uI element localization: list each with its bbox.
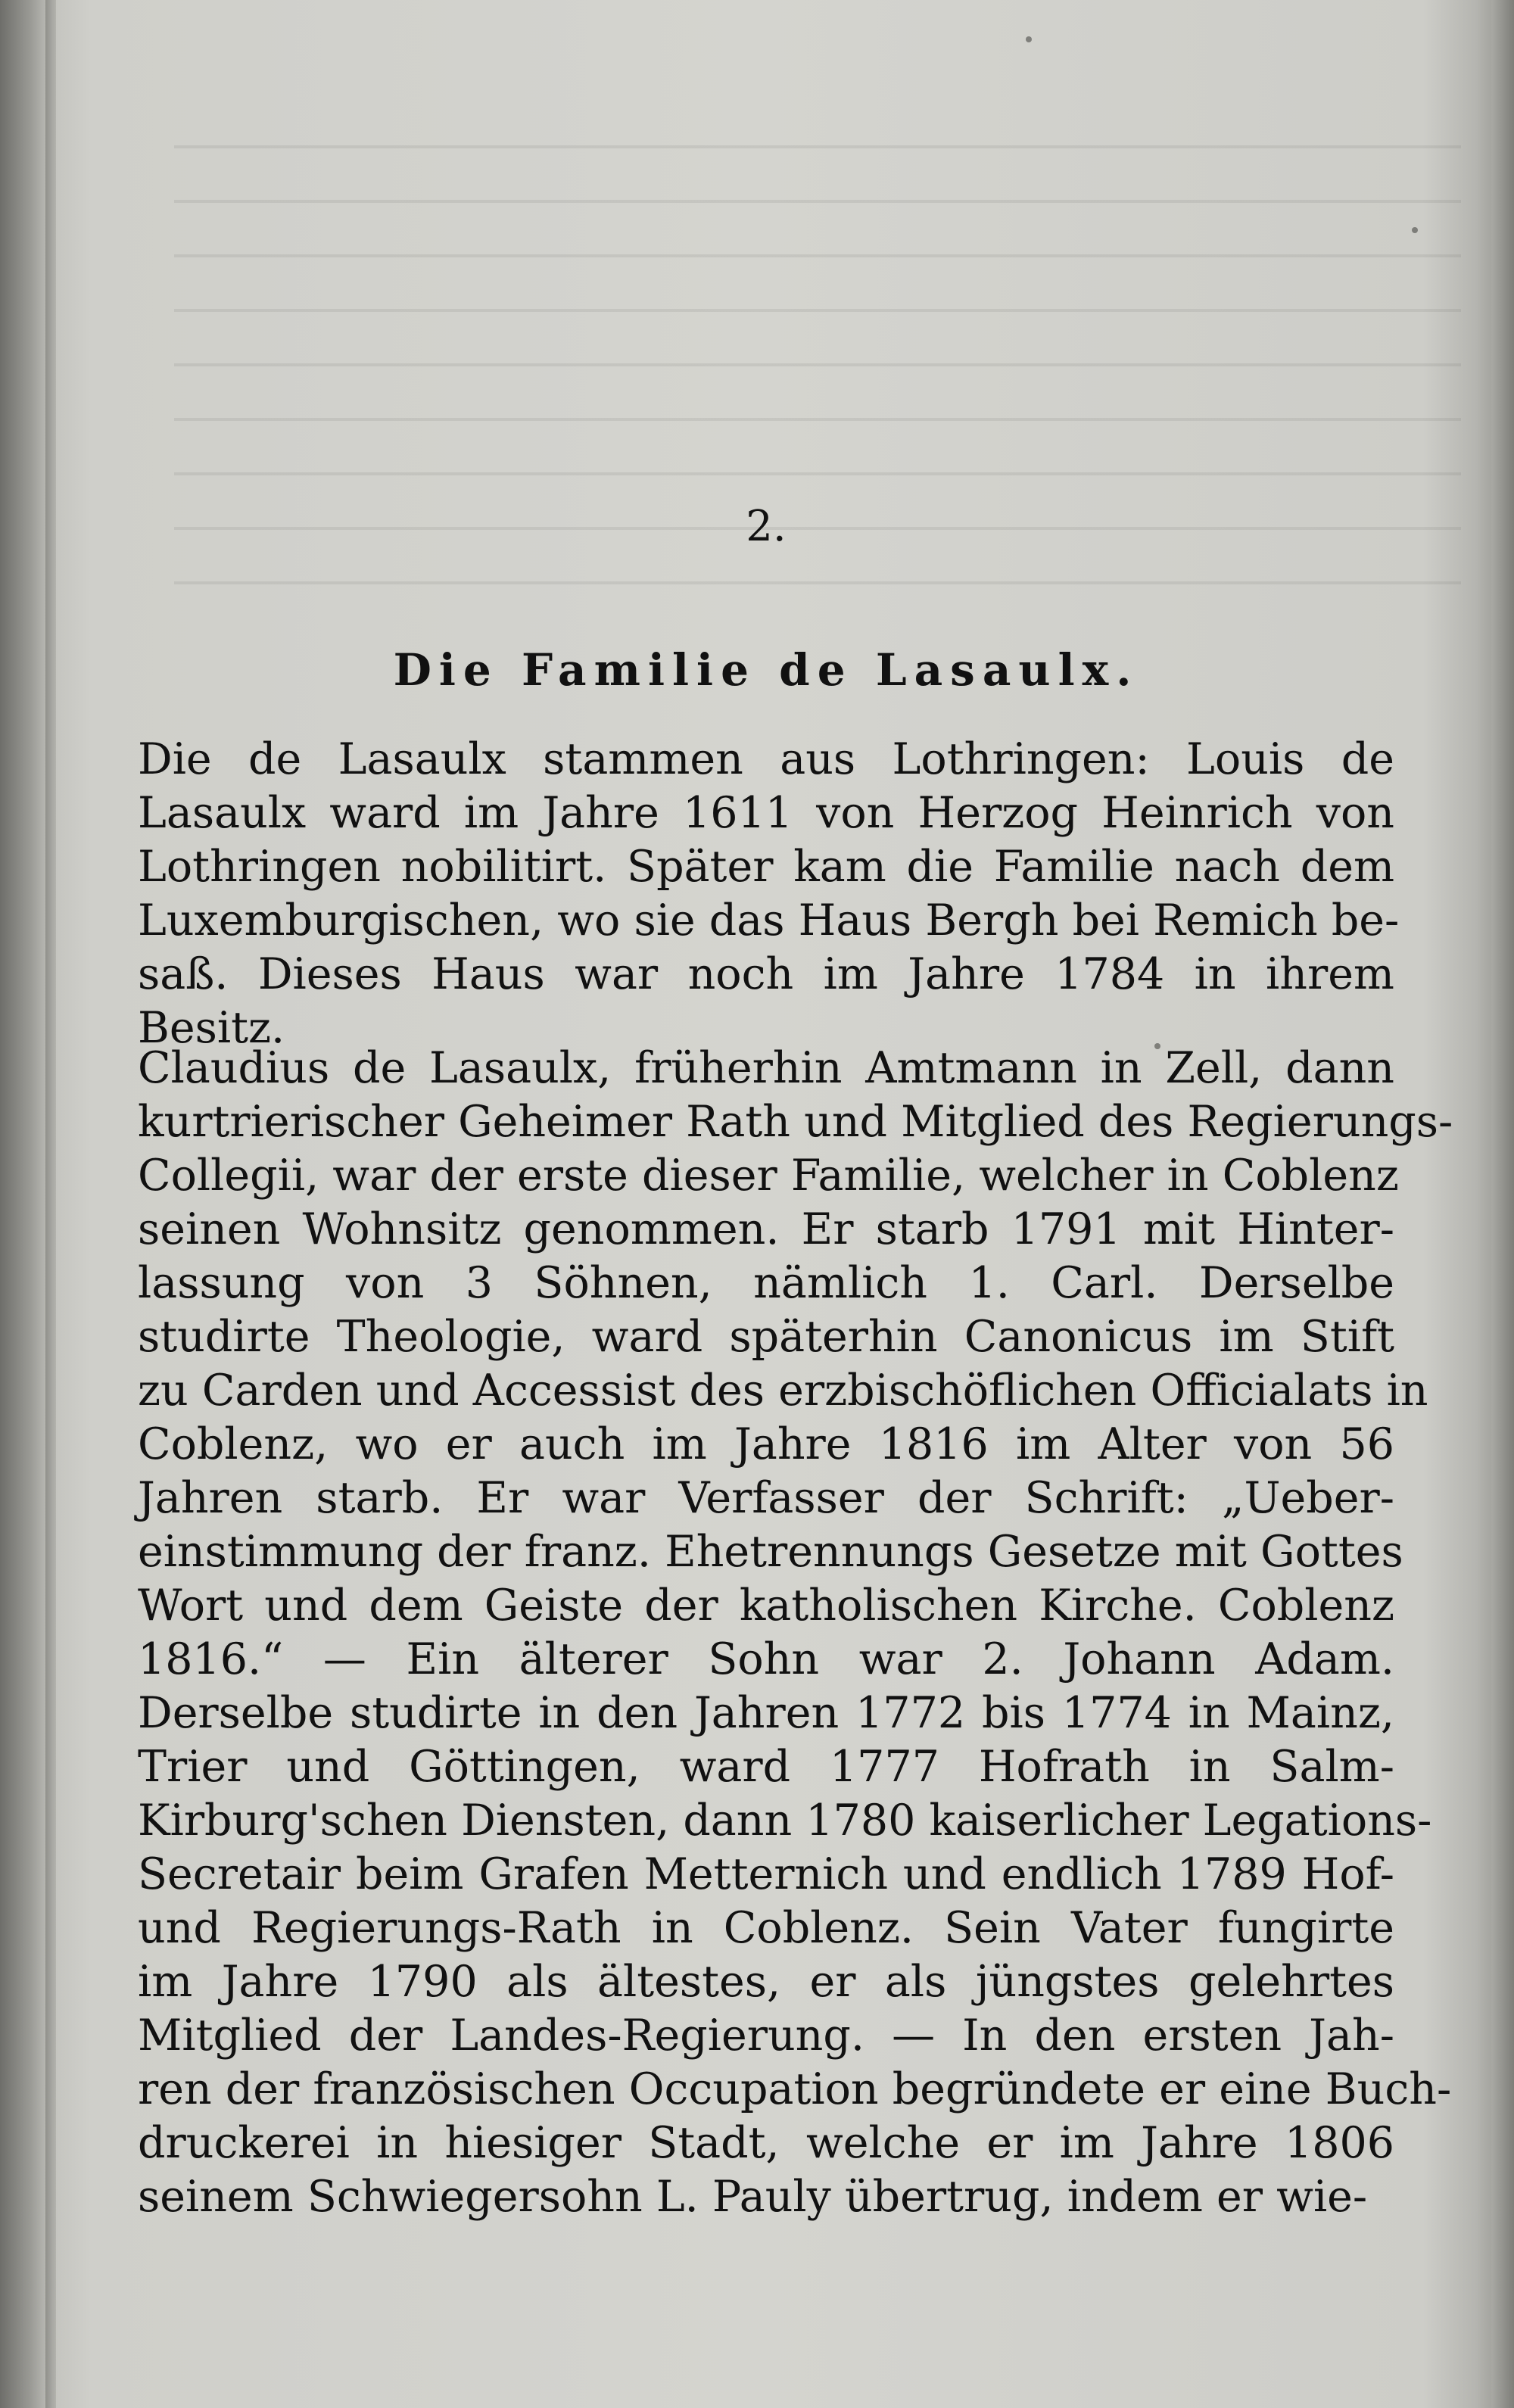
- paragraph-1: [138, 733, 1400, 1055]
- text-line: Derselbe studirte in den Jahren 1772 bis 1774 in Mainz,: [138, 1688, 1394, 1738]
- text-line: zu Carden und Accessist des erzbischöflichen Officialats in: [138, 1366, 1428, 1416]
- text-line: Luxemburgischen, wo sie das Haus Bergh bei Remich be-: [138, 896, 1400, 945]
- text-line: studirte Theologie, ward späterhin Canonicus im Stift: [138, 1312, 1394, 1362]
- text-line: seinen Wohnsitz genommen. Er starb 1791 mit Hinter-: [138, 1204, 1394, 1254]
- chapter-title: Die Familie de Lasaulx.: [393, 643, 1139, 696]
- text-line: Lasaulx ward im Jahre 1611 von Herzog Heinrich von: [138, 788, 1394, 838]
- text-line: Kirburg'schen Diensten, dann 1780 kaiserlicher Legations-: [138, 1796, 1432, 1846]
- text-line: ren der französischen Occupation begründete er eine Buch-: [138, 2064, 1452, 2114]
- text-line: seinem Schwiegersohn L. Pauly übertrug, indem er wie-: [138, 2172, 1368, 2222]
- text-line: 1816.“ — Ein älterer Sohn war 2. Johann Adam.: [138, 1634, 1394, 1684]
- text-line: Besitz.: [138, 1003, 285, 1053]
- text-line: im Jahre 1790 als ältestes, er als jüngstes gelehrtes: [138, 1957, 1394, 2007]
- text-line: lassung von 3 Söhnen, nämlich 1. Carl. Derselbe: [138, 1258, 1394, 1308]
- paragraph-2: [138, 1042, 1453, 2224]
- text-line: Lothringen nobilitirt. Später kam die Familie nach dem: [138, 842, 1394, 892]
- text-line: druckerei in hiesiger Stadt, welche er im Jahre 1806: [138, 2118, 1394, 2168]
- book-gutter: [45, 0, 56, 2408]
- text-line: Wort und dem Geiste der katholischen Kirche. Coblenz: [138, 1581, 1394, 1631]
- text-line: Claudius de Lasaulx, früherhin Amtmann in Zell, dann: [138, 1043, 1394, 1093]
- text-line: Die de Lasaulx stammen aus Lothringen: Louis de: [138, 734, 1394, 784]
- text-line: einstimmung der franz. Ehetrennungs Gesetze mit Gottes: [138, 1527, 1403, 1577]
- page-edge: [1491, 0, 1514, 2408]
- text-line: und Regierungs-Rath in Coblenz. Sein Vater fungirte: [138, 1903, 1394, 1953]
- print-speck: [1412, 227, 1418, 233]
- text-line: saß. Dieses Haus war noch im Jahre 1784 in ihrem: [138, 949, 1394, 999]
- section-number: 2.: [746, 502, 787, 551]
- text-line: Trier und Göttingen, ward 1777 Hofrath in Salm-: [138, 1742, 1394, 1792]
- text-line: Jahren starb. Er war Verfasser der Schrift: „Ueber-: [138, 1473, 1394, 1523]
- text-line: kurtrierischer Geheimer Rath und Mitglied des Regierungs-: [138, 1097, 1453, 1147]
- text-line: Secretair beim Grafen Metternich und endlich 1789 Hof-: [138, 1849, 1394, 1899]
- text-line: Coblenz, wo er auch im Jahre 1816 im Alter von 56: [138, 1419, 1394, 1469]
- document-page-content: [138, 0, 1453, 2408]
- text-line: Collegii, war der erste dieser Familie, welcher in Coblenz: [138, 1151, 1399, 1201]
- text-line: Mitglied der Landes-Regierung. — In den ersten Jah-: [138, 2011, 1394, 2061]
